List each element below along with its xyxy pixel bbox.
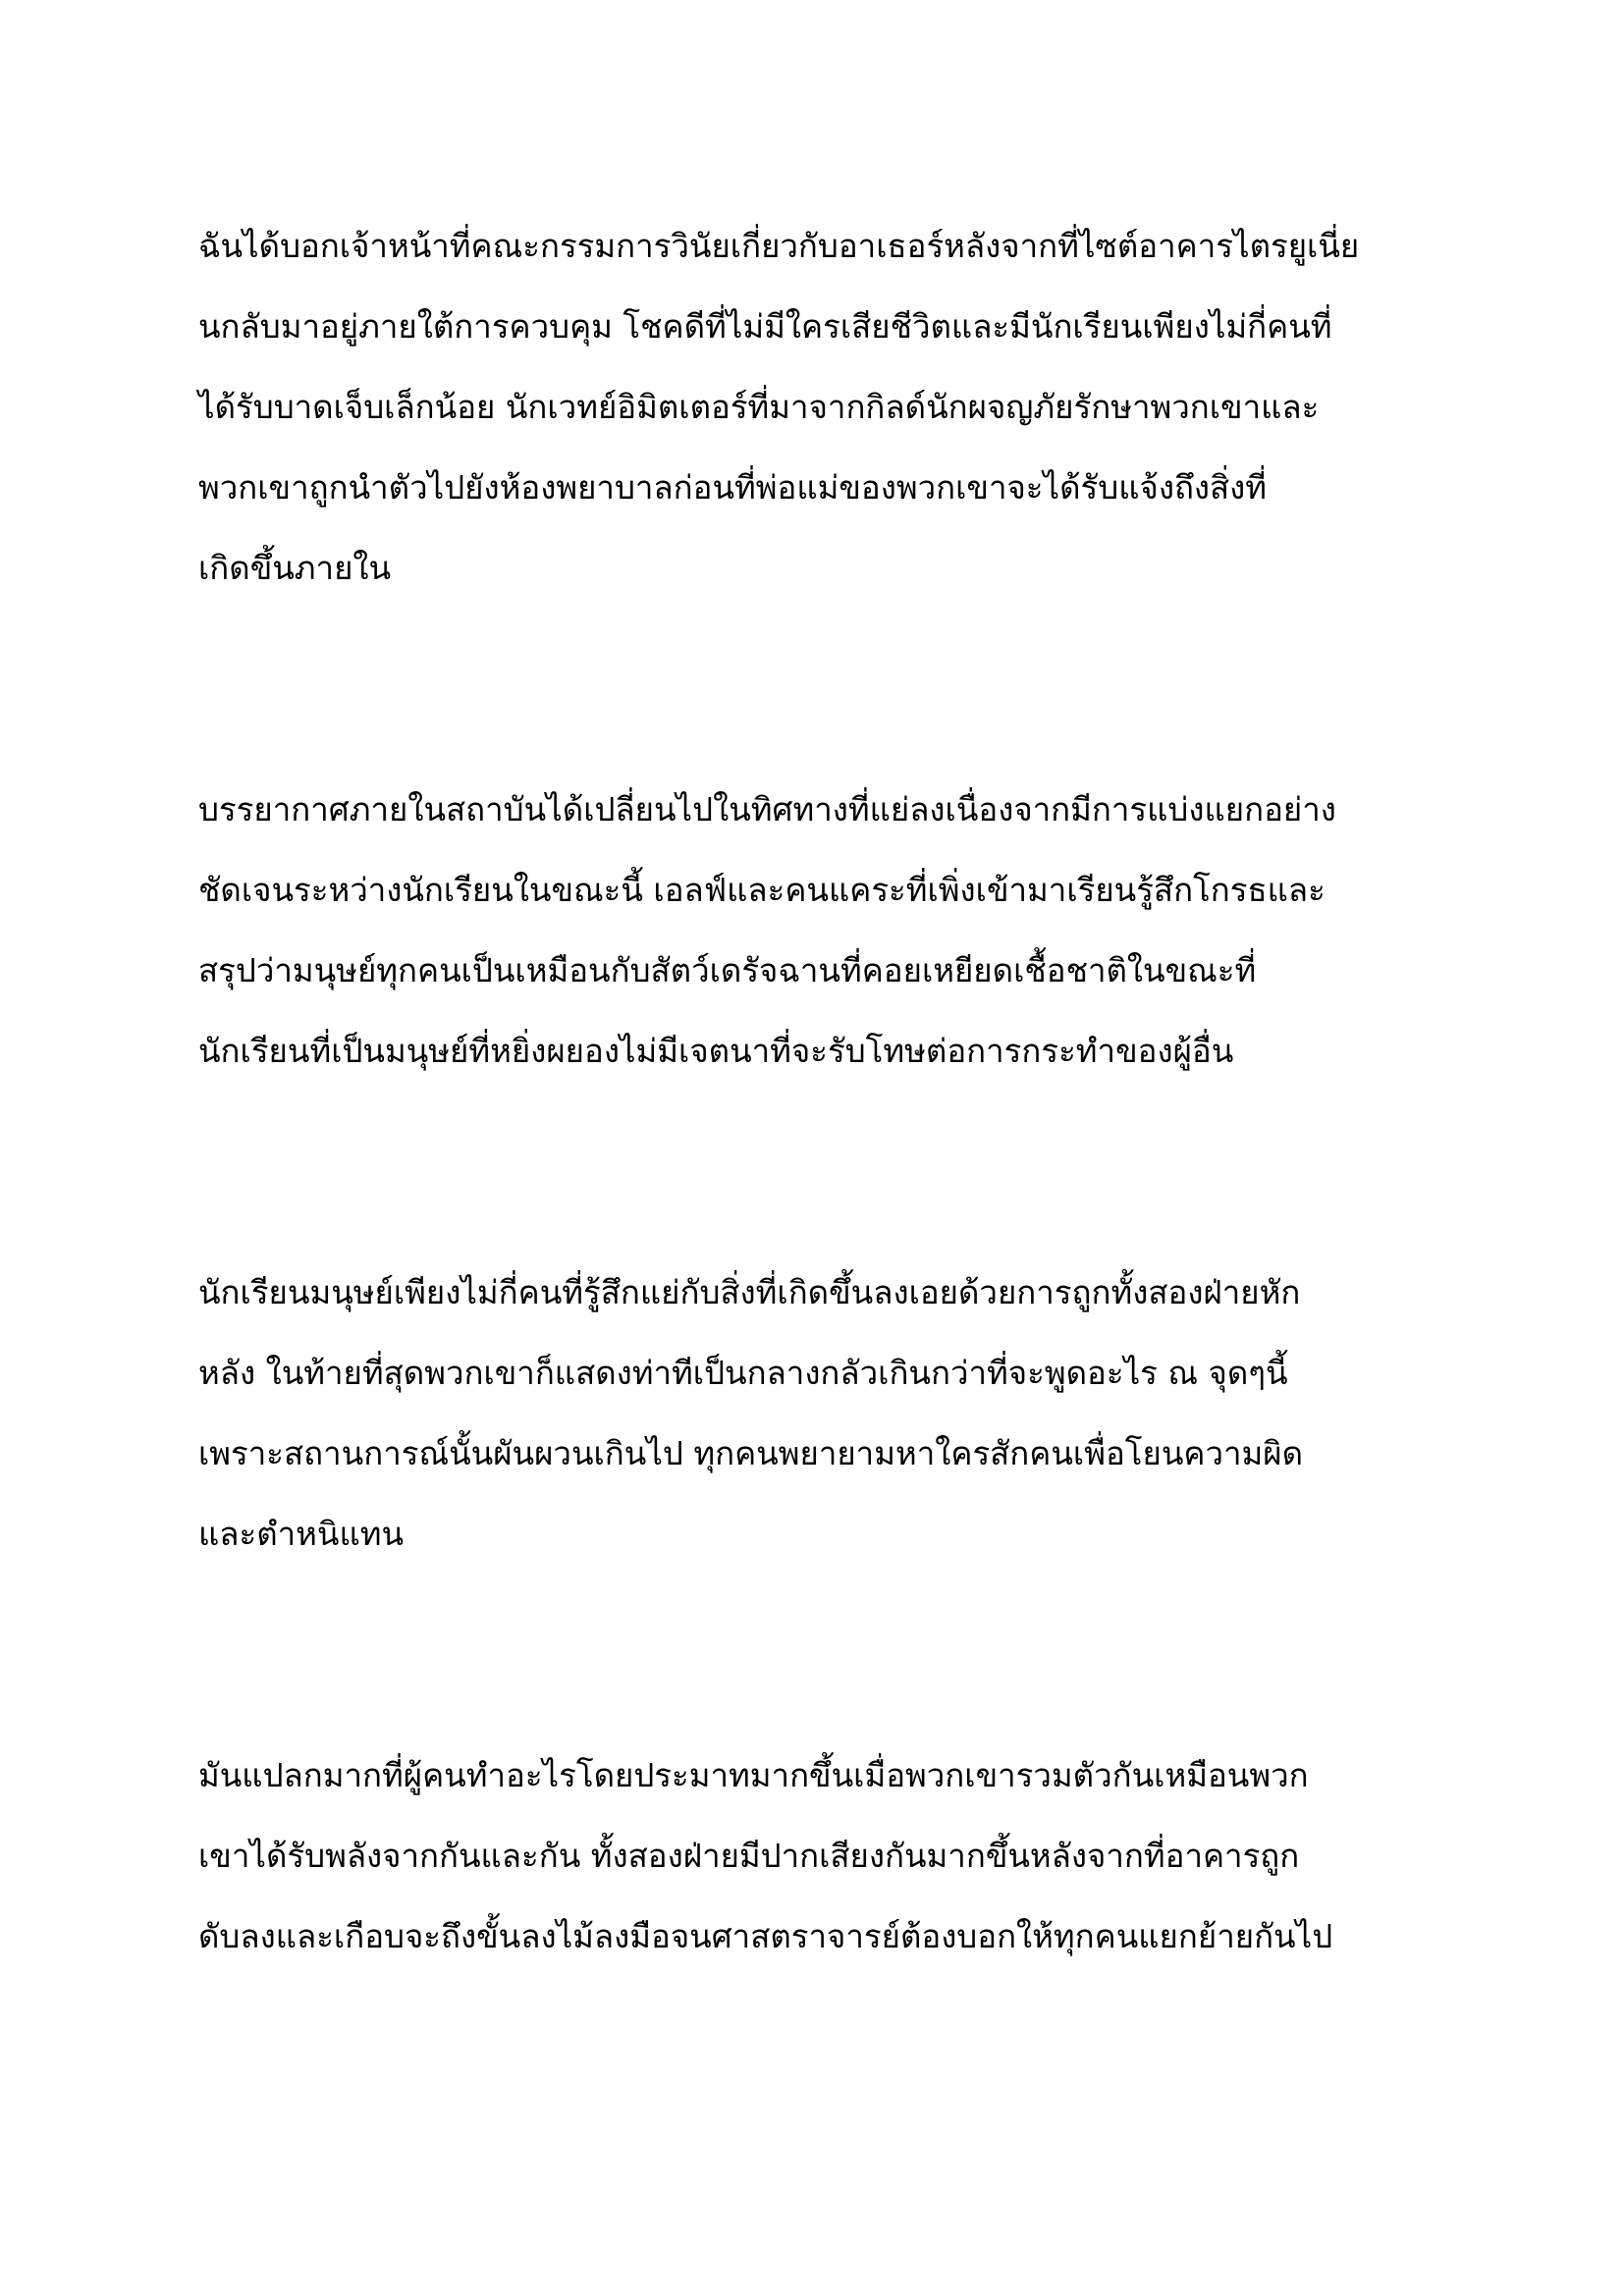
paragraph-2 <box>198 770 1455 1092</box>
paragraph-line: บรรยากาศภายในสถาบันได้เปลี่ยนไปในทิศทางที่แย่ลงเนื่องจากมีการแบ่งแยกอย่าง <box>198 790 1336 828</box>
paragraph-line: นักเรียนมนุษย์เพียงไม่กี่คนที่รู้สึกแย่กับสิ่งที่เกิดขึ้นลงเอยด้วยการถูกทั้งสองฝ่ายหัก <box>198 1273 1301 1311</box>
document-body <box>198 206 1455 1977</box>
paragraph-spacer <box>198 1092 1455 1253</box>
paragraph-line: และตำหนิแทน <box>198 1515 405 1553</box>
paragraph-line: เพราะสถานการณ์นั้นผันผวนเกินไป ทุกคนพยายามหาใครสักคนเพื่อโยนความผิด <box>198 1434 1304 1472</box>
paragraph-line: หลัง ในท้ายที่สุดพวกเขาก็แสดงท่าทีเป็นกลางกลัวเกินกว่าที่จะพูดอะไร ณ จุดๆนี้ <box>198 1354 1288 1392</box>
paragraph-line: เกิดขึ้นภายใน <box>198 549 392 587</box>
paragraph-1 <box>198 206 1455 609</box>
paragraph-line: ฉันได้บอกเจ้าหน้าที่คณะกรรมการวินัยเกี่ยวกับอาเธอร์หลังจากที่ไซต์อาคารไตรยูเนี่ย <box>198 227 1360 265</box>
paragraph-3 <box>198 1253 1455 1575</box>
paragraph-line: ได้รับบาดเจ็บเล็กน้อย นักเวทย์อิมิตเตอร์ที่มาจากกิลด์นักผจญภัยรักษาพวกเขาและ <box>198 388 1320 426</box>
paragraph-line: พวกเขาถูกนำตัวไปยังห้องพยาบาลก่อนที่พ่อแม่ของพวกเขาจะได้รับแจ้งถึงสิ่งที่ <box>198 468 1268 507</box>
paragraph-line: เขาได้รับพลังจากกันและกัน ทั้งสองฝ่ายมีปากเสียงกันมากขึ้นหลังจากที่อาคารถูก <box>198 1837 1300 1875</box>
paragraph-line: ชัดเจนระหว่างนักเรียนในขณะนี้ เอลฟ์และคนแคระที่เพิ่งเข้ามาเรียนรู้สึกโกรธและ <box>198 871 1326 909</box>
paragraph-line: นักเรียนที่เป็นมนุษย์ที่หยิ่งผยองไม่มีเจตนาที่จะรับโทษต่อการกระทำของผู้อื่น <box>198 1032 1234 1070</box>
paragraph-line: ดับลงและเกือบจะถึงขั้นลงไม้ลงมือจนศาสตราจารย์ต้องบอกให้ทุกคนแยกย้ายกันไป <box>198 1917 1333 1955</box>
paragraph-line: มันแปลกมากที่ผู้คนทำอะไรโดยประมาทมากขึ้นเมื่อพวกเขารวมตัวกันเหมือนพวก <box>198 1756 1309 1794</box>
paragraph-line: สรุปว่ามนุษย์ทุกคนเป็นเหมือนกับสัตว์เดรัจฉานที่คอยเหยียดเชื้อชาติในขณะที่ <box>198 951 1257 989</box>
paragraph-spacer <box>198 1575 1455 1735</box>
paragraph-4 <box>198 1735 1455 1977</box>
paragraph-line: นกลับมาอยู่ภายใต้การควบคุม โชคดีที่ไม่มีใครเสียชีวิตและมีนักเรียนเพียงไม่กี่คนที่ <box>198 307 1332 346</box>
paragraph-spacer <box>198 609 1455 770</box>
